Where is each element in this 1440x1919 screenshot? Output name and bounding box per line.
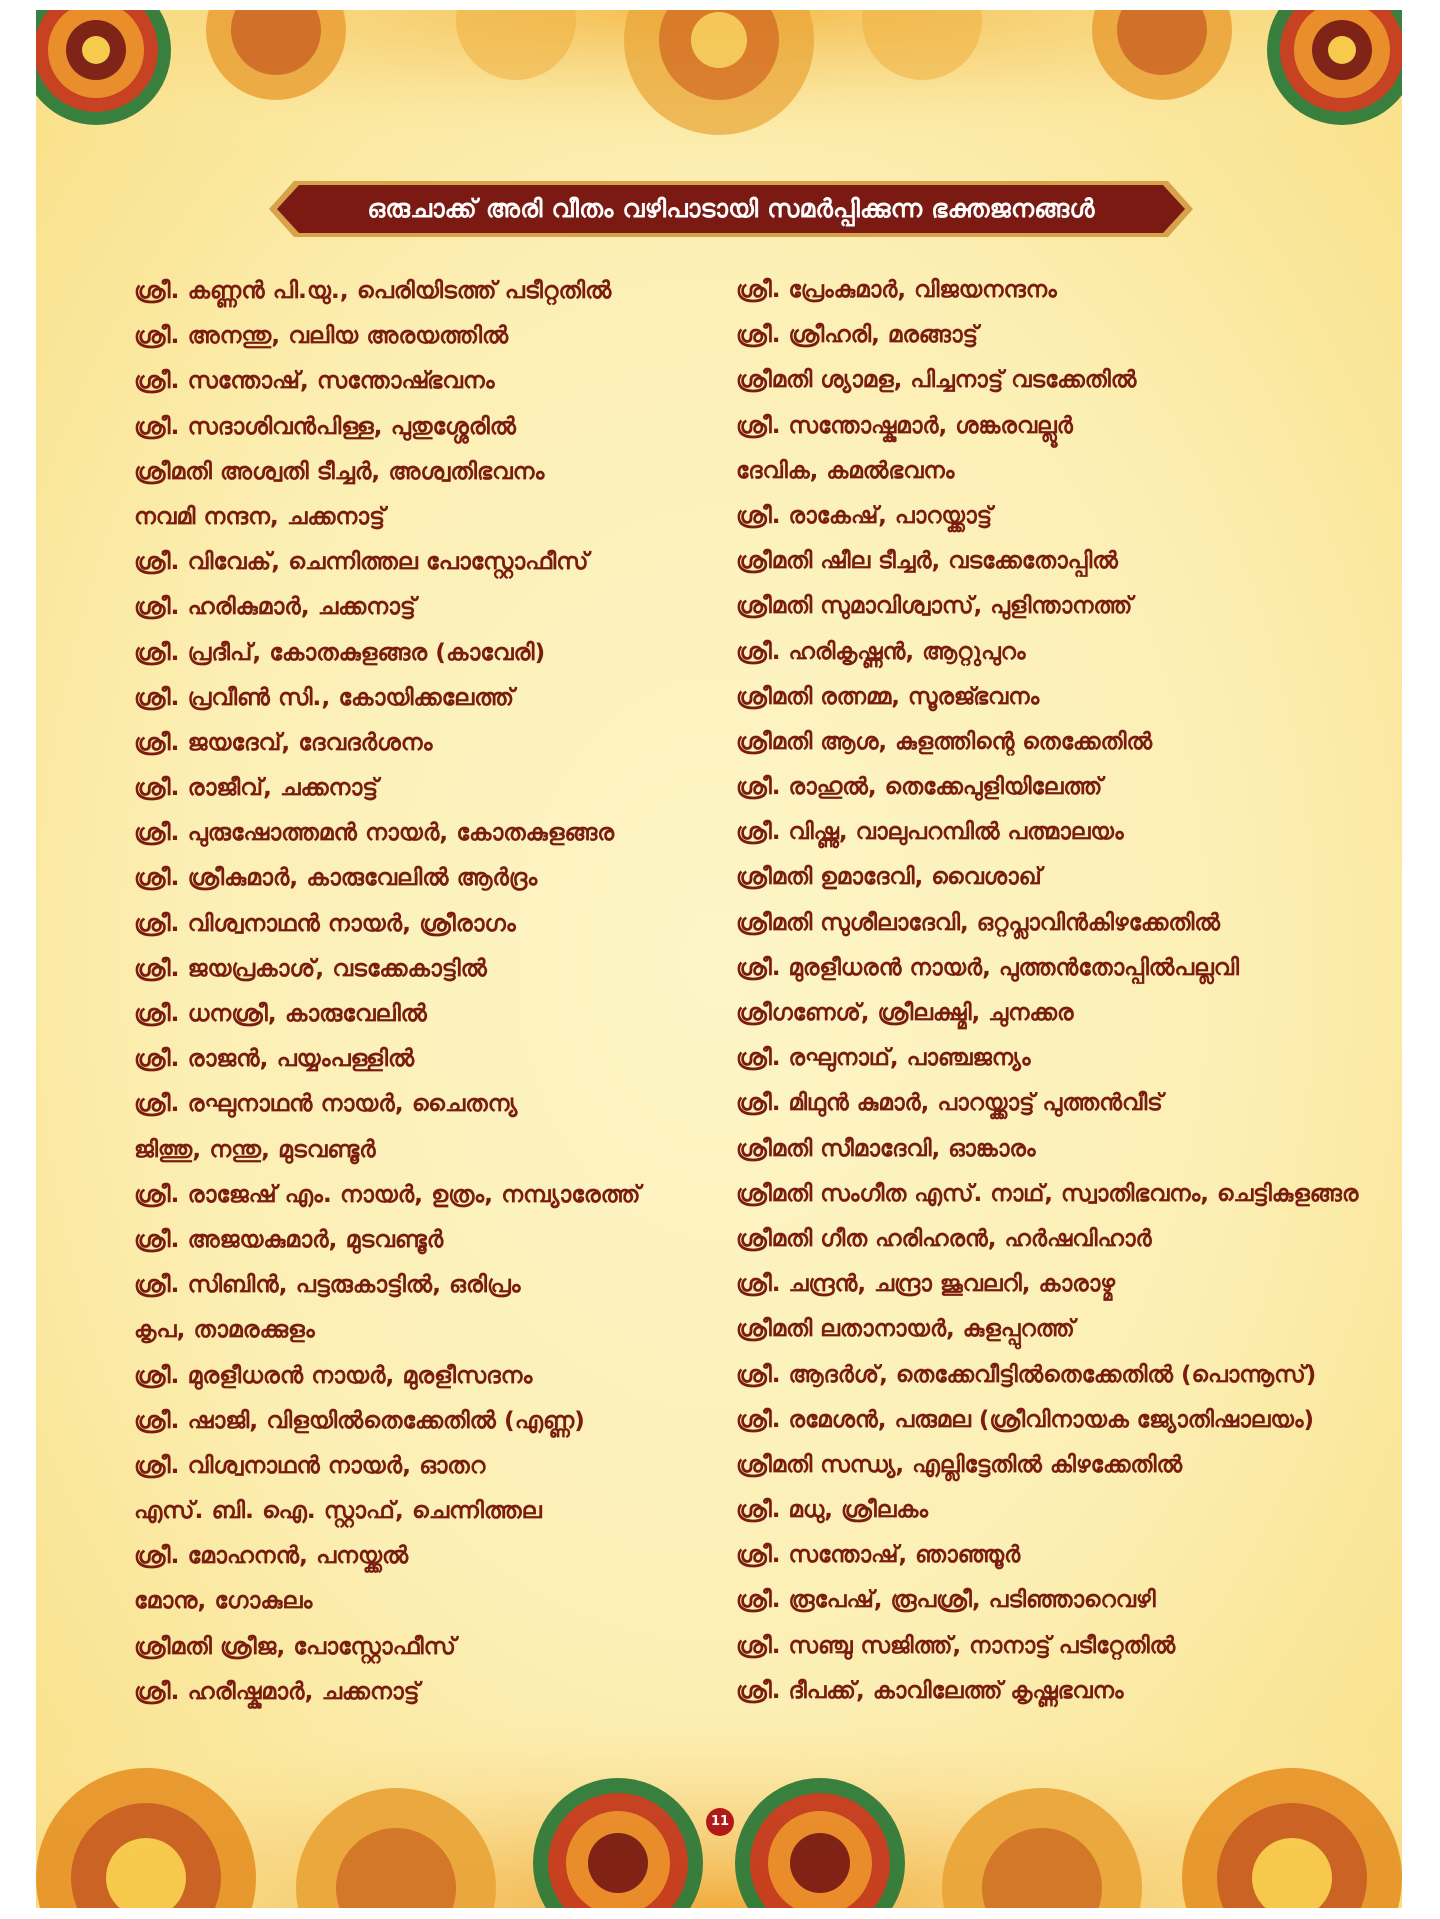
list-item: ശ്രീമതി ഉമാദേവി, വൈശാഖ് [736,864,1042,891]
list-item: ശ്രീ. മോഹനൻ, പനയ്ക്കൽ [134,1541,409,1570]
list-item: ശ്രീ. മുരളീധരൻ നായർ, പുത്തൻതോപ്പിൽപല്ലവി [736,954,1239,981]
list-item: ശ്രീ. സദാശിവൻപിള്ള, പുതുശ്ശേരിൽ [134,411,516,440]
list-item: ശ്രീ. മുരളീധരൻ നായർ, മുരളീസദനം [134,1360,533,1389]
list-item: ശ്രീമതി സുശീലാദേവി, ഒറ്റപ്ലാവിൻകിഴക്കേതിൽ [736,909,1220,936]
list-item: ശ്രീ. രഘുനാഥൻ നായർ, ചൈതന്യ [134,1089,518,1118]
list-item: ശ്രീമതി ഷീല ടീച്ചർ, വടക്കേതോപ്പിൽ [736,548,1118,575]
list-item: ശ്രീ. ഹരീഷ്കുമാർ, ചക്കനാട്ട് [134,1676,420,1705]
list-item: ശ്രീ. രാജീവ്, ചക്കനാട്ട് [134,773,379,802]
list-item: ശ്രീഗണേശ്, ശ്രീലക്ഷ്മി, ചുനക്കര [736,1000,1074,1026]
list-item: ശ്രീ. ഹരികൃഷ്ണൻ, ആറ്റുപുറം [736,638,1026,665]
devotee-list-right [736,268,1396,1714]
list-item: ശ്രീമതി ശ്രീജ, പോസ്റ്റോഫീസ് [134,1631,456,1660]
list-item: ശ്രീ. രാകേഷ്, പാറയ്ക്കാട്ട് [736,502,993,529]
list-item: ശ്രീ. ആദർശ്, തെക്കേവീട്ടിൽതെക്കേതിൽ (പൊന്നൂസ്) [736,1361,1317,1388]
list-item: ശ്രീമതി ആശ, കുളത്തിന്റെ തെക്കേതിൽ [736,728,1153,755]
list-item: ശ്രീ. ജയപ്രകാശ്, വടക്കേകാട്ടിൽ [134,953,487,982]
list-item: ശ്രീ. രഘുനാഥ്, പാഞ്ചജന്യം [736,1045,1031,1072]
list-item: ശ്രീ. ഹരികുമാർ, ചക്കനാട്ട് [134,592,416,621]
list-item: ശ്രീ. രൂപേഷ്, രൂപശ്രീ, പടിഞ്ഞാറെവഴി [736,1587,1156,1614]
list-item: ശ്രീമതി സംഗീത എസ്. നാഥ്, സ്വാതിഭവനം, ചെട്ടികുളങ്ങര [736,1180,1359,1207]
title-banner [266,178,1196,240]
list-item: ശ്രീ. വിശ്വനാഥൻ നായർ, ഓതറ [134,1450,486,1479]
list-item: ശ്രീ. ധനശ്രീ, കാരുവേലിൽ [134,999,427,1027]
list-item: ശ്രീ. സഞ്ചു സജിത്ത്, നാനാട്ട് പടീറ്റേതിൽ [736,1632,1176,1659]
list-item: ശ്രീ. സിബിൻ, പട്ടരുകാട്ടിൽ, ഒരിപ്രം [134,1270,521,1299]
list-item: ശ്രീ. രാജൻ, പയ്യംപള്ളിൽ [134,1044,415,1073]
list-item: ശ്രീ. രാഹുൽ, തെക്കേപുളിയിലേത്ത് [736,774,1103,801]
list-item: ശ്രീമതി സീമാദേവി, ഓങ്കാരം [736,1135,1036,1162]
list-item: ജിത്തു, നന്തു, മുടവണ്ടൂർ [134,1134,376,1163]
list-item: ശ്രീ. ജയദേവ്, ദേവദർശനം [134,727,433,756]
list-item: ശ്രീ. കണ്ണൻ പി.യു., പെരിയിടത്ത് പടീറ്റതിൽ [134,276,612,304]
list-item: ശ്രീ. പുരുഷോത്തമൻ നായർ, കോതകുളങ്ങര [134,818,615,847]
list-item: ശ്രീമതി അശ്വതി ടീച്ചർ, അശ്വതിഭവനം [134,456,545,485]
list-item: ശ്രീ. സന്തോഷ്കുമാർ, ശങ്കരവല്ലൂർ [736,412,1073,439]
list-item: നവമി നന്ദന, ചക്കനാട്ട് [134,501,385,530]
list-item: ശ്രീ. വിശ്വനാഥൻ നായർ, ശ്രീരാഗം [134,908,516,937]
list-item: ശ്രീ. പ്രേംകുമാർ, വിജയനന്ദനം [736,277,1057,303]
top-floral-border-decoration [36,10,1402,200]
list-item: ശ്രീ. വിവേക്, ചെന്നിത്തല പോസ്റ്റോഫീസ് [134,547,589,576]
list-item: ശ്രീ. അജയകുമാർ, മുടവണ്ടൂർ [134,1224,444,1253]
list-item: ശ്രീ. അനന്തു, വലിയ അരയത്തിൽ [134,321,509,350]
list-item: ശ്രീ. ചന്ദ്രൻ, ചന്ദ്രാ ജൂവലറി, കാരാഴ്മ [736,1271,1115,1298]
list-item: എസ്. ബി. ഐ. സ്റ്റാഫ്, ചെന്നിത്തല [134,1496,542,1525]
list-item: ദേവിക, കമൽഭവനം [736,457,955,484]
list-item: ശ്രീ. ഷാജി, വിളയിൽതെക്കേതിൽ (എണ്ണ) [134,1405,585,1434]
list-item: കൃപ, താമരക്കുളം [134,1315,315,1344]
list-item: ശ്രീ. സന്തോഷ്, ഞാഞ്ഞൂർ [736,1542,1021,1569]
list-item: ശ്രീ. മധു, ശ്രീലകം [736,1497,929,1524]
list-item: ശ്രീ. രമേശൻ, പരുമല (ശ്രീവിനായക ജ്യോതിഷാലയം) [736,1406,1315,1433]
list-item: ശ്രീ. ദീപക്ക്, കാവിലേത്ത് കൃഷ്ണഭവനം [736,1677,1124,1704]
devotee-list-left [134,268,694,1714]
page-number-badge: 11 [706,1808,734,1836]
list-item: ശ്രീ. ശ്രീഹരി, മരങ്ങാട്ട് [736,322,979,349]
list-item: ശ്രീമതി ശ്യാമള, പിച്ചനാട്ട് വടക്കേതിൽ [736,367,1137,394]
list-item: ശ്രീമതി ഗീത ഹരിഹരൻ, ഹർഷവിഹാർ [736,1225,1152,1252]
list-item: ശ്രീ. വിഷ്ണു, വാലുപറമ്പിൽ പത്മാലയം [736,819,1124,846]
list-item: ശ്രീ. പ്രവീൺ സി., കോയിക്കലേത്ത് [134,682,515,711]
list-item: ശ്രീമതി സുമാവിശ്വാസ്, പുളിന്താനത്ത് [736,593,1133,620]
list-item: ശ്രീ. പ്രദീപ്, കോതകുളങ്ങര (കാവേരി) [134,637,546,666]
list-item: ശ്രീമതി ലതാനായർ, കുളപ്പുറത്ത് [736,1316,1075,1343]
list-item: ശ്രീമതി സന്ധ്യ, എല്ലിട്ടേതിൽ കിഴക്കേതിൽ [736,1451,1183,1478]
page-title: ഒരുചാക്ക് അരി വീതം വഴിപാടായി സമർപ്പിക്കുന്ന ഭക്തജനങ്ങൾ [367,194,1095,223]
list-item: ശ്രീ. ശ്രീകുമാർ, കാരുവേലിൽ ആർദ്രം [134,863,538,892]
document-page [36,10,1402,1908]
list-item: ശ്രീ. രാജേഷ് എം. നായർ, ഉത്രം, നമ്പ്യാരേത്ത് [134,1179,641,1208]
list-item: ശ്രീമതി രത്നമ്മ, സൂരജ്ഭവനം [736,683,1040,710]
list-item: ശ്രീ. മിഥുൻ കുമാർ, പാറയ്ക്കാട്ട് പുത്തൻവീട് [736,1090,1163,1117]
list-item: മോനു, ഗോകുലം [134,1586,313,1615]
list-item: ശ്രീ. സന്തോഷ്, സന്തോഷ്ഭവനം [134,366,495,395]
